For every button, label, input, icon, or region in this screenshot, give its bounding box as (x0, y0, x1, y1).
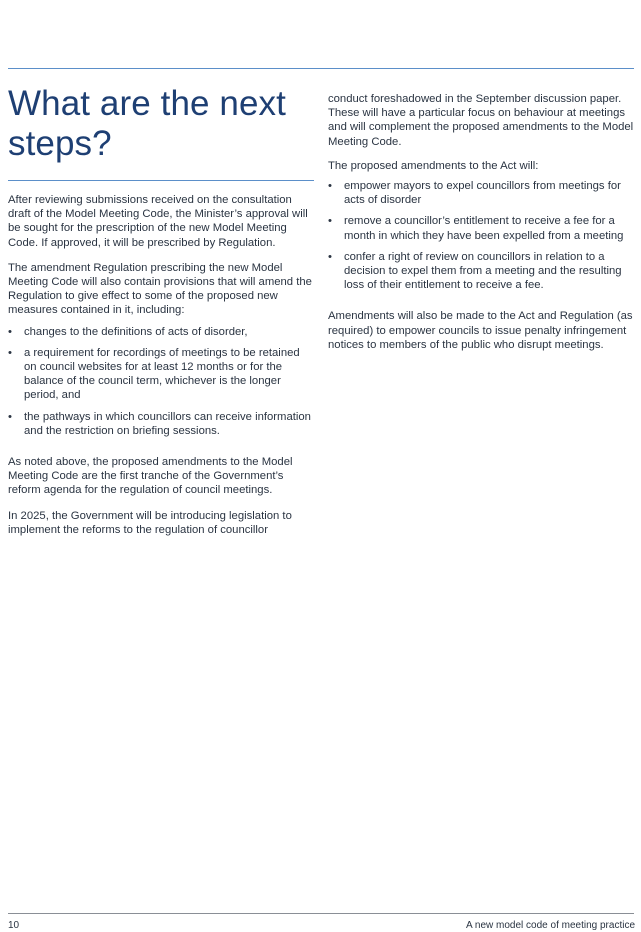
paragraph-first-tranche: As noted above, the proposed amendments to the Model Meeting Code are the first tranche of the Government’s reform agenda for the regulation of council meetings. (8, 456, 293, 497)
right-column (328, 92, 636, 352)
left-column (8, 84, 314, 537)
list-item: • a requirement for recordings of meetings to be retained on council websites for at least 12 months or for the balance of the council term, whichever is the longer period, and (8, 346, 314, 403)
paragraph-conduct-foreshadowed: conduct foreshadowed in the September discussion paper. These will have a particular focus on behaviour at meetings and will complement the proposed amendments to the Model Meeting Code. (328, 93, 634, 148)
act-amendments-list (328, 179, 636, 292)
footer-divider (8, 913, 634, 914)
paragraph-review-submissions: After reviewing submissions received on the consultation draft of the Model Meeting Code, the Minister’s approval will be sought for the prescription of the new Model Meeting Code. If approved, it will be prescribed by Regulation. (8, 194, 308, 249)
list-item: • remove a councillor’s entitlement to receive a fee for a month in which they have been expelled from a meeting (328, 214, 636, 242)
list-item: • the pathways in which councillors can receive information and the restriction on briefing sessions. (8, 410, 314, 438)
list-item: • changes to the definitions of acts of disorder, (8, 325, 314, 339)
page-heading: What are the next steps? (8, 84, 286, 163)
regulation-measures-list (8, 325, 314, 438)
list-item: • confer a right of review on councillors in relation to a decision to expel them from a meeting and the resulting loss of their entitlement to receive a fee. (328, 250, 636, 293)
top-divider (8, 68, 634, 69)
footer-document-title: A new model code of meeting practice (466, 920, 635, 931)
paragraph-act-amendments-intro: The proposed amendments to the Act will: (328, 159, 539, 172)
list-item: • empower mayors to expel councillors from meetings for acts of disorder (328, 179, 636, 207)
heading-divider (8, 180, 314, 181)
paragraph-penalty-notices: Amendments will also be made to the Act and Regulation (as required) to empower councils to issue penalty infringement notices to members of the public who disrupt meetings. (328, 310, 633, 351)
paragraph-legislation-2025: In 2025, the Government will be introducing legislation to implement the reforms to the regulation of councillor (8, 509, 292, 536)
paragraph-amendment-regulation: The amendment Regulation prescribing the new Model Meeting Code will also contain provisions that will amend the Regulation to give effect to some of the proposed new measures contained in it, including: (8, 261, 312, 317)
page-number: 10 (8, 920, 20, 931)
